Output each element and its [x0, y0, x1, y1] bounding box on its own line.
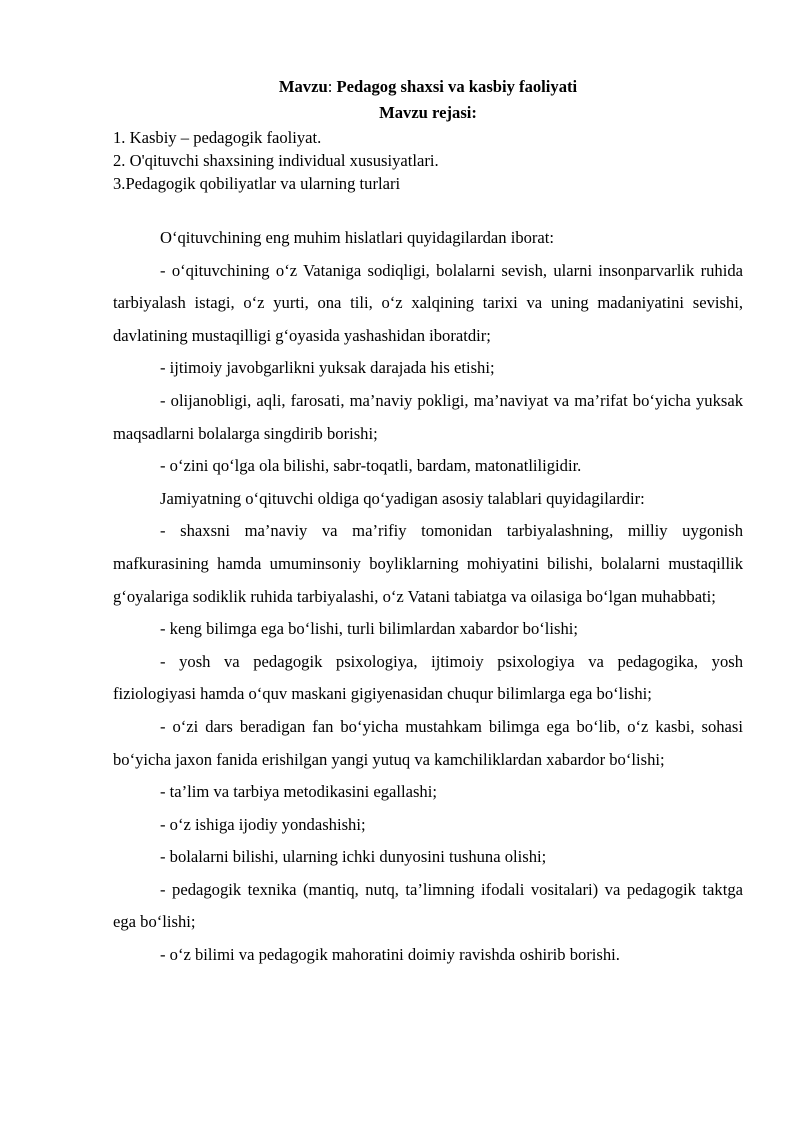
plan-item-1: 1. Kasbiy – pedagogik faoliyat. [113, 128, 322, 147]
topic-separator: : [327, 77, 333, 96]
paragraph-broad-knowledge: - keng bilimga ega bo‘lishi, turli bilimlardan xabardor bo‘lishi; [160, 619, 578, 639]
plan-heading: Mavzu rejasi: [379, 103, 477, 122]
paragraph-psychology: - yosh va pedagogik psixologiya, ijtimoiy psixologiya va pedagogika, yosh fiziologiyasi hamda o‘quv maskani gigiyenasidan chuqur bilimlarga ega bo‘lishi; [113, 651, 743, 704]
blank-line [113, 195, 743, 222]
paragraph-nobility: - olijanobligi, aqli, farosati, ma’naviy pokligi, ma’naviyat va ma’rifat bo‘yicha yuksak maqsadlarni bolalarga singdirib borishi; [113, 390, 743, 443]
plan-item-2: 2. O'qituvchi shaxsining individual xususiyatlari. [113, 151, 439, 170]
paragraph-subject-knowledge: - o‘zi dars beradigan fan bo‘yicha mustahkam bilimga ega bo‘lib, o‘z kasbi, sohasi bo‘yicha jaxon fanida erishilgan yangi yutuq va kamchiliklardan xabardor bo‘lishi; [113, 716, 743, 769]
paragraph-responsibility: - ijtimoiy javobgarlikni yuksak darajada his etishi; [160, 358, 495, 378]
paragraph-self-improvement: - o‘z bilimi va pedagogik mahoratini doimiy ravishda oshirib borishi. [160, 945, 620, 965]
paragraph-understanding-children: - bolalarni bilishi, ularning ichki dunyosini tushuna olishi; [160, 847, 547, 867]
plan-item-3: 3.Pedagogik qobiliyatlar va ularning turlari [113, 174, 401, 193]
document-content [113, 74, 743, 972]
paragraph-creativity: - o‘z ishiga ijodiy yondashishi; [160, 814, 366, 834]
paragraph-pedagogical-technique: - pedagogik texnika (mantiq, nutq, ta’limning ifodali vositalari) va pedagogik taktga ega bo‘lishi; [113, 879, 743, 932]
topic-heading [113, 74, 743, 100]
paragraph-spiritual-education: - shaxsni ma’naviy va ma’rifiy tomonidan tarbiyalashning, milliy uygonish mafkurasining hamda umuminsoniy boyliklarning mohiyatini bilishi, bolalarni mustaqillik g‘oyalariga sodiklik ruhida tarbiyalashi, o‘z Vatani tabiatga va oilasiga bo‘lgan muhabbati; [113, 521, 743, 606]
topic-title: Pedagog shaxsi va kasbiy faoliyati [336, 77, 578, 96]
paragraph-patriotism: - o‘qituvchining o‘z Vataniga sodiqligi, bolalarni sevish, ularni insonparvarlik ruhida tarbiyalash istagi, o‘z yurti, ona tili, o‘z xalqining tarixi va uning madaniyatini sevishi, davlatining mustaqilligi g‘oyasida yashashidan iboratdir; [113, 260, 743, 345]
topic-label: Mavzu [278, 77, 328, 96]
paragraph-self-control: - o‘zini qo‘lga ola bilishi, sabr-toqatli, bardam, matonatliligidir. [160, 456, 582, 476]
paragraph-methodology: - ta’lim va tarbiya metodikasini egallashi; [160, 782, 437, 802]
paragraph-qualities-intro: O‘qituvchining eng muhim hislatlari quyidagilardan iborat: [160, 228, 555, 247]
paragraph-requirements-intro: Jamiyatning o‘qituvchi oldiga qo‘yadigan asosiy talablari quyidagilardir: [160, 488, 645, 508]
